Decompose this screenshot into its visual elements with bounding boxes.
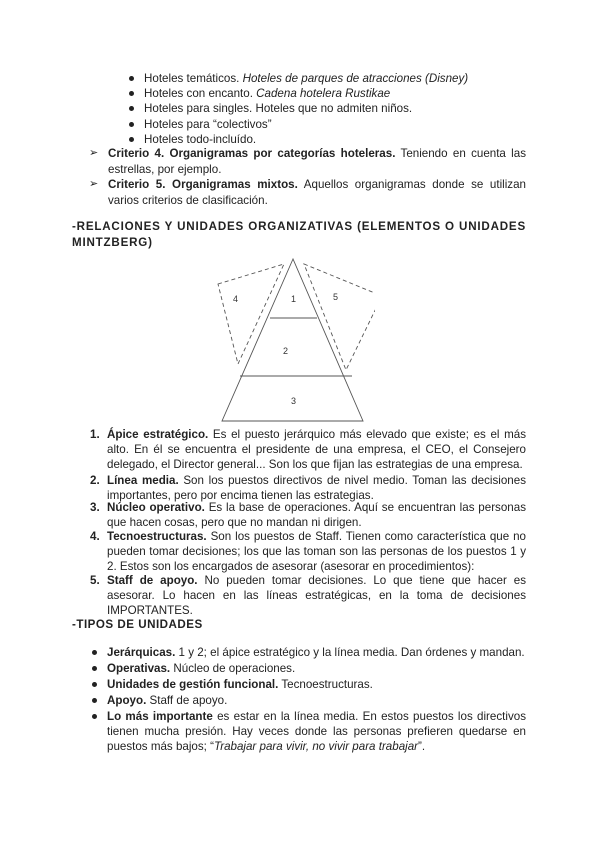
mintzberg-diagram [200,252,375,427]
label-3: 3 [291,396,297,406]
tecnoestructura-shape [218,264,284,364]
section-heading-relaciones: -RELACIONES Y UNIDADES ORGANIZATIVAS (ELEMENTOS O UNIDADES MINTZBERG) [72,220,526,249]
list-item: Unidades de gestión funcional. Tecnoestructuras. [90,677,526,692]
label-2: 2 [283,346,289,356]
label-1: 1 [291,294,297,304]
unit-types-list [90,645,526,755]
list-item: Operativas. Núcleo de operaciones. [90,661,526,676]
list-item: Hoteles para “colectivos” [129,117,549,132]
hotel-type-list [129,71,549,147]
section-heading-tipos: -TIPOS DE UNIDADES [72,618,203,631]
numbered-item: 2. Línea media. Son los puestos directivos de nivel medio. Toman las decisiones importantes, pero por encima tienen las estrategias. [90,474,526,503]
list-item: Apoyo. Staff de apoyo. [90,693,526,708]
numbered-item: 5. Staff de apoyo. No pueden tomar decisiones. Lo que tiene que hacer es asesorar. Lo hacen en las líneas estratégicas, en la toma de decisiones IMPORTANTES. [90,574,526,618]
list-item: Hoteles temáticos. Hoteles de parques de atracciones (Disney) [129,71,549,86]
arrow-bullet-icon: ➢ [89,147,99,159]
list-item: Hoteles con encanto. Cadena hotelera Rustikae [129,86,549,101]
list-item: Jerárquicas. 1 y 2; el ápice estratégico y la línea media. Dan órdenes y mandan. [90,645,526,660]
criterion-5: ➢ Criterio 5. Organigramas mixtos. Aquellos organigramas donde se utilizan varios criterios de clasificación. [89,178,526,207]
arrow-bullet-icon: ➢ [89,178,99,190]
list-item: Lo más importante es estar en la línea media. En estos puestos los directivos tienen mucha presión. Hay veces donde las personas prefieren quedarse en puestos más bajos; “Trabajar para vivir, no vivir para trabajar”. [90,709,526,755]
list-item: Hoteles para singles. Hoteles que no admiten niños. [129,101,549,116]
label-4: 4 [233,294,239,304]
list-item: Hoteles todo-incluído. [129,132,549,147]
numbered-item: 3. Núcleo operativo. Es la base de operaciones. Aquí se encuentran las personas que hacen cosas, pero que no mandan ni dirigen. [90,501,526,530]
numbered-item: 1. Ápice estratégico. Es el puesto jerárquico más elevado que existe; es el más alto. En él se encuentra el presidente de una empresa, el CEO, el Consejero delegado, el Director general... Son los que fijan las estrategias de una empresa. [90,428,526,472]
staff-apoyo-shape [304,264,375,370]
label-5: 5 [333,292,339,302]
numbered-item: 4. Tecnoestructuras. Son los puestos de Staff. Tienen como característica que no pueden tomar decisiones; los que las toman son las personas de los puestos 1 y 2. Estos son los encargados de asesorar (asesorar en procedimientos): [90,530,526,574]
criterion-4: ➢ Criterio 4. Organigramas por categorías hoteleras. Teniendo en cuenta las estrellas, por ejemplo. [89,147,526,176]
